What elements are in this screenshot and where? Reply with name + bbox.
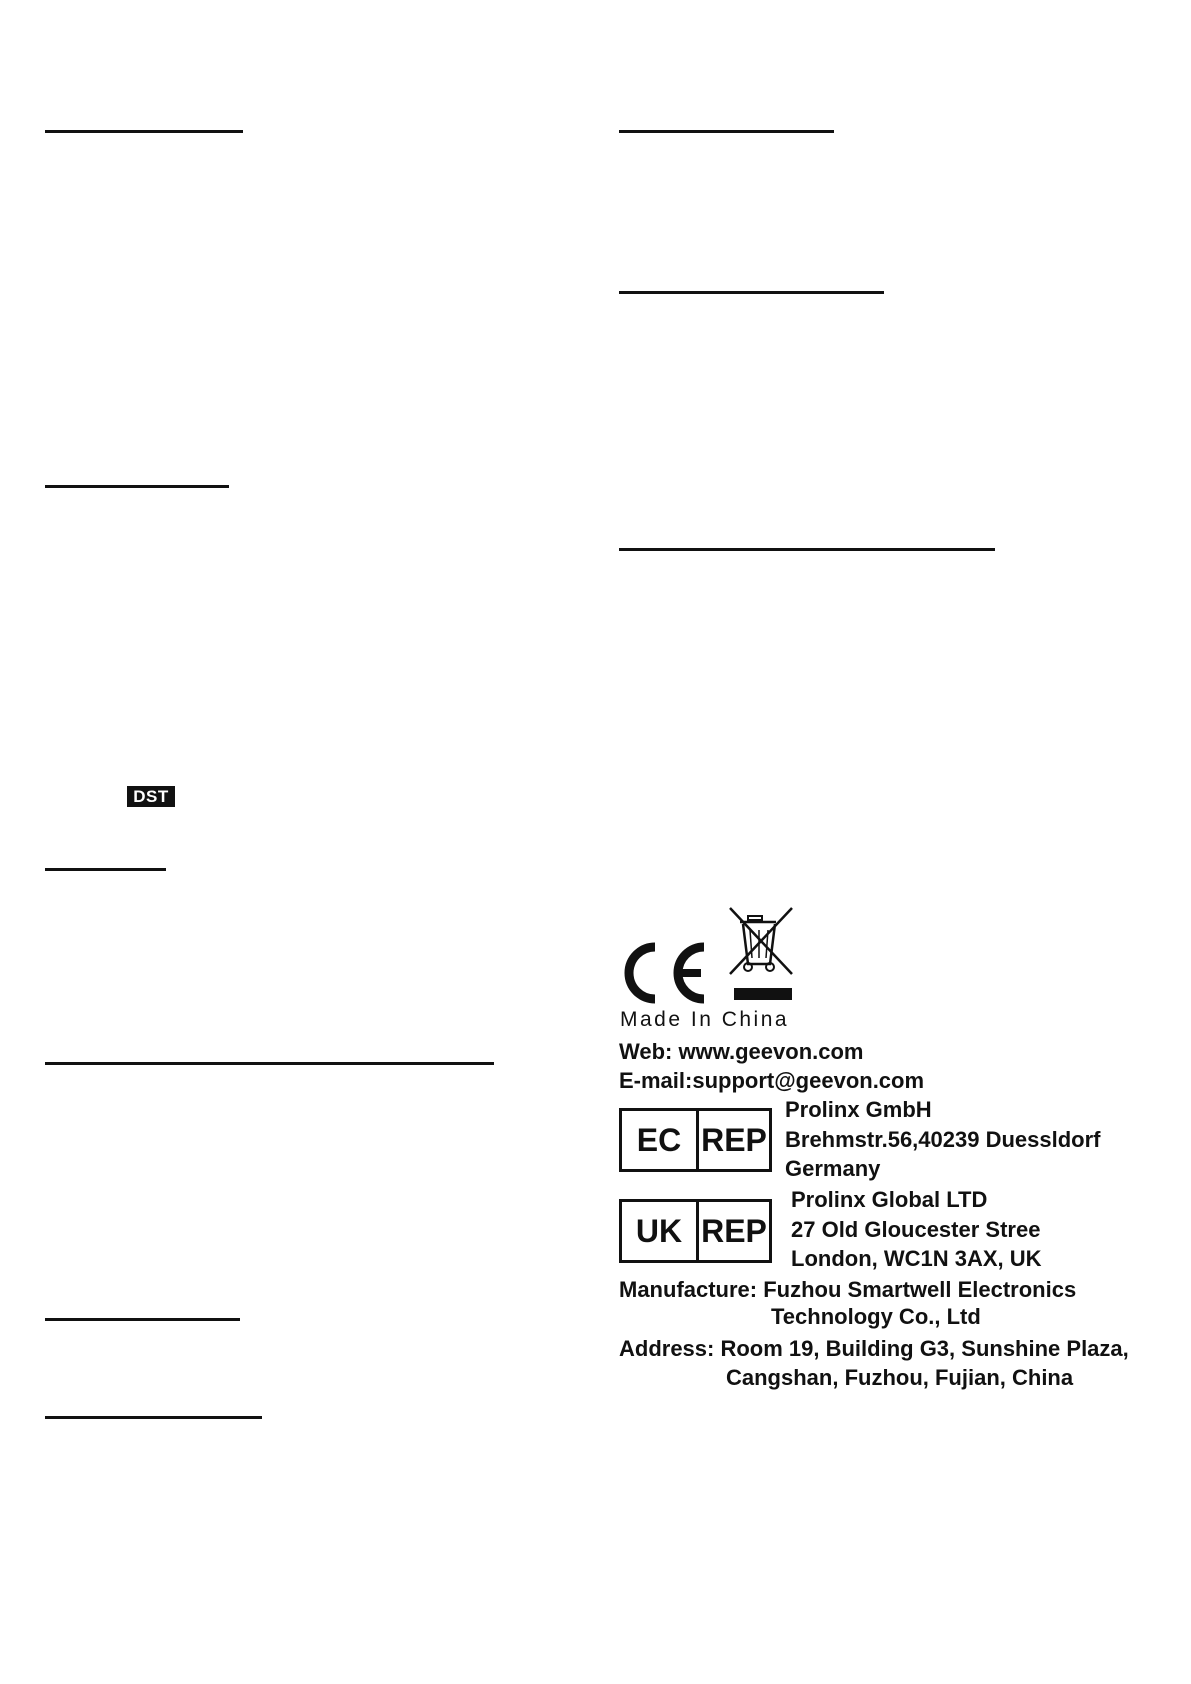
section-rule-4 (45, 1062, 494, 1065)
dst-badge: DST (127, 786, 175, 807)
web-line: Web: www.geevon.com (619, 1039, 864, 1064)
manufacture-line-2: Technology Co., Ltd (771, 1304, 981, 1329)
section-rule-9 (619, 548, 995, 551)
section-rule-6 (45, 1416, 262, 1419)
email-line: E-mail:support@geevon.com (619, 1068, 925, 1093)
ce-mark-icon (619, 940, 709, 1006)
manufacture-line-1: Manufacture: Fuzhou Smartwell Electronics (619, 1277, 1077, 1302)
ec-rep-line-1: Prolinx GmbH (785, 1097, 932, 1122)
address-line-1: Address: Room 19, Building G3, Sunshine Plaza, (619, 1336, 1129, 1361)
uk-rep-right: REP (701, 1212, 767, 1249)
uk-rep-left: UK (622, 1202, 699, 1260)
section-rule-8 (619, 291, 884, 294)
ec-rep-line-3: Germany (785, 1156, 881, 1181)
uk-rep-line-2: 27 Old Gloucester Stree (791, 1217, 1041, 1242)
section-rule-2 (45, 485, 229, 488)
uk-rep-line-3: London, WC1N 3AX, UK (791, 1246, 1042, 1271)
section-rule-7 (619, 130, 834, 133)
ec-rep-right: REP (701, 1121, 767, 1158)
section-rule-3 (45, 868, 166, 871)
address-line-2: Cangshan, Fuzhou, Fujian, China (726, 1365, 1074, 1390)
made-in-label: Made In China (620, 1008, 790, 1031)
ec-rep-box (619, 1108, 772, 1172)
weee-crossed-bin-icon (726, 906, 796, 1006)
uk-rep-line-1: Prolinx Global LTD (791, 1187, 988, 1212)
uk-rep-box (619, 1199, 772, 1263)
ec-rep-line-2: Brehmstr.56,40239 Duessldorf (785, 1127, 1101, 1152)
section-rule-5 (45, 1318, 240, 1321)
section-rule-1 (45, 130, 243, 133)
ec-rep-left: EC (622, 1111, 699, 1169)
